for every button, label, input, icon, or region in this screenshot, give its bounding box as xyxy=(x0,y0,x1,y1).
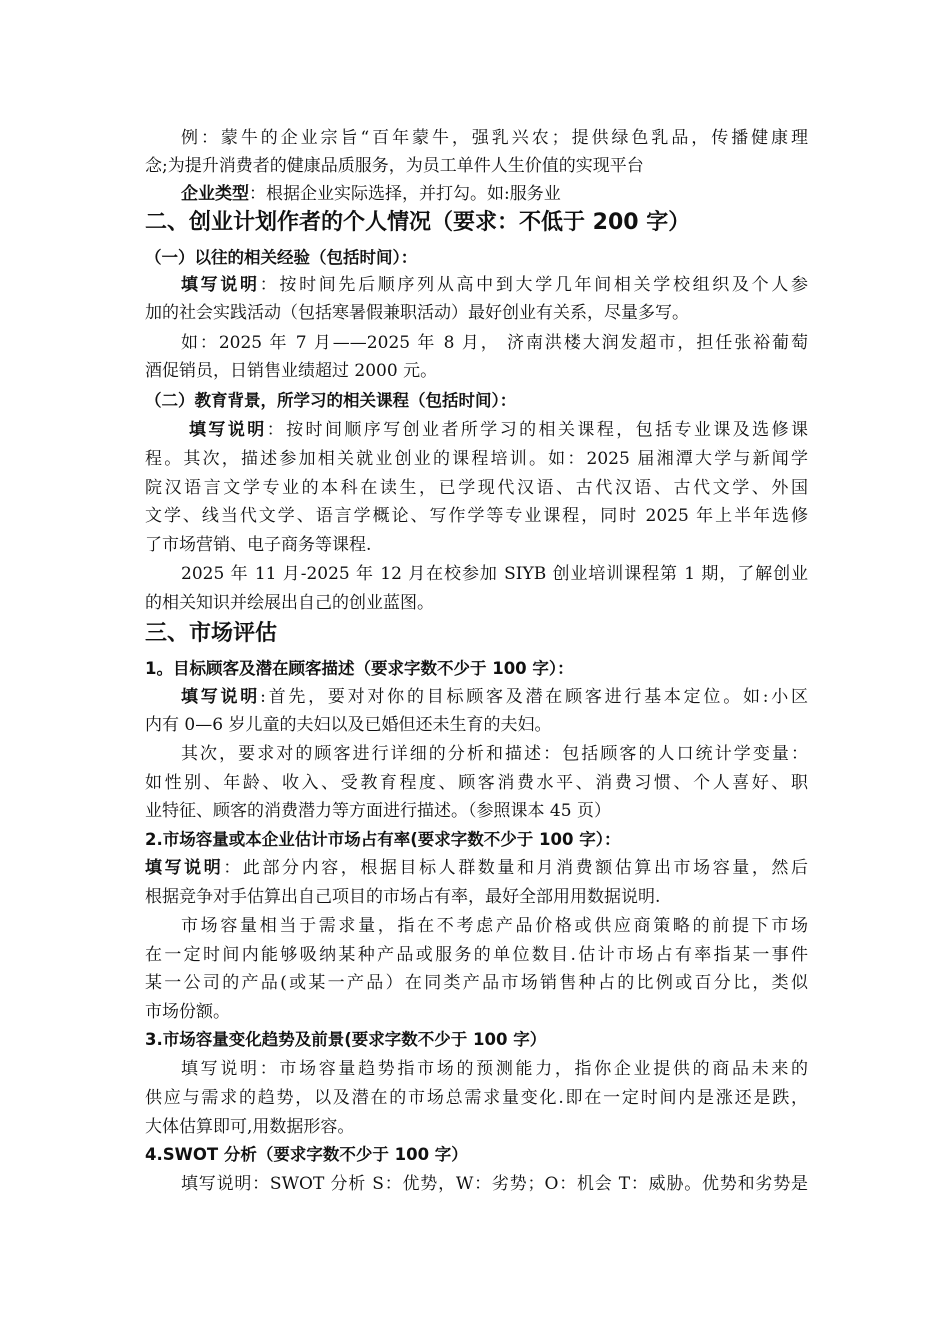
example-line-2: 念;为提升消费者的健康品质服务，为员工单件人生价值的实现平台 xyxy=(145,156,644,176)
question-1-line-4: 如性别、年龄、收入、受教育程度、顾客消费水平、消费习惯、个人喜好、职 xyxy=(145,773,808,793)
question-1-heading: 1。目标顾客及潜在顾客描述（要求字数不少于 100 字）： xyxy=(145,659,574,678)
fill-instructions-label: 填写说明 xyxy=(181,687,261,707)
education-line-1: 填写说明：按时间顺序写创业者所学习的相关课程，包括专业课及选修课 xyxy=(189,420,809,440)
question-1-line-1: 填写说明:首先，要对对你的目标顾客及潜在顾客进行基本定位。如:小区 xyxy=(181,687,808,707)
question-1-line-5: 业特征、顾客的消费潜力等方面进行描述。（参照课本 45 页） xyxy=(145,801,611,821)
section-2-heading: 二、创业计划作者的个人情况（要求：不低于 200 字） xyxy=(145,210,691,235)
experience-line-2: 加的社会实践活动（包括寒暑假兼职活动）最好创业有关系，尽量多写。 xyxy=(145,303,689,323)
question-3-line-2: 供应与需求的趋势，以及潜在的市场总需求量变化.即在一定时间内是涨还是跌， xyxy=(145,1088,808,1108)
question-1-line-3: 其次，要求对的顾客进行详细的分析和描述：包括顾客的人口统计学变量： xyxy=(181,744,808,764)
question-2-line-1: 填写说明：此部分内容，根据目标人群数量和月消费额估算出市场容量，然后 xyxy=(145,858,809,878)
subsection-1-heading: （一）以往的相关经验（包括时间）： xyxy=(145,248,418,267)
question-4-line-1: 填写说明：SWOT 分析 S：优势，W：劣势；O：机会 T：威胁。优势和劣势是 xyxy=(181,1174,808,1194)
education-line-2: 程。其次，描述参加相关就业创业的课程培训。如：2025 届湘潭大学与新闻学 xyxy=(145,449,808,469)
question-2-line-4: 在一定时间内能够吸纳某种产品或服务的单位数目.估计市场占有率指某一事件 xyxy=(145,945,808,965)
question-3-heading: 3.市场容量变化趋势及前景(要求字数不少于 100 字） xyxy=(145,1030,547,1049)
enterprise-type-text: ：根据企业实际选择，并打勾。如:服务业 xyxy=(249,184,561,204)
question-2-line-5: 某一公司的产品(或某一产品）在同类产品市场销售种占的比例或百分比，类似 xyxy=(145,973,808,993)
fill-instructions-label: 填写说明 xyxy=(145,858,224,878)
example-line-1: 例：蒙牛的企业宗旨“百年蒙牛，强乳兴农；提供绿色乳品，传播健康理 xyxy=(181,128,808,148)
question-3-line-3: 大体估算即可,用数据形容。 xyxy=(145,1117,355,1137)
fill-instructions-label: 填写说明 xyxy=(189,420,267,440)
enterprise-type-line xyxy=(181,181,808,207)
siyb-line-1: 2025 年 11 月-2025 年 12 月在校参加 SIYB 创业培训课程第 1 期，了解创业 xyxy=(181,564,808,584)
education-line-5: 了市场营销、电子商务等课程. xyxy=(145,535,372,555)
enterprise-type-label: 企业类型 xyxy=(181,184,249,204)
question-2-line-3: 市场容量相当于需求量，指在不考虑产品价格或供应商策略的前提下市场 xyxy=(181,916,808,936)
question-2-heading: 2.市场容量或本企业估计市场占有率(要求字数不少于 100 字）： xyxy=(145,830,621,849)
question-2-line-6: 市场份额。 xyxy=(145,1002,230,1022)
fill-instructions-label: 填写说明 xyxy=(181,275,260,295)
siyb-line-2: 的相关知识并绘展出自己的创业蓝图。 xyxy=(145,593,434,613)
question-1-line-2: 内有 0—6 岁儿童的夫妇以及已婚但还未生育的夫妇。 xyxy=(145,715,552,735)
education-line-3: 院汉语言文学专业的本科在读生，已学现代汉语、古代汉语、古代文学、外国 xyxy=(145,478,808,498)
question-3-line-1: 填写说明：市场容量趋势指市场的预测能力，指你企业提供的商品未来的 xyxy=(181,1059,808,1079)
subsection-2-heading: （二）教育背景，所学习的相关课程（包括时间）： xyxy=(145,391,517,410)
experience-example-2: 酒促销员，日销售业绩超过 2000 元。 xyxy=(145,361,438,381)
section-3-heading: 三、市场评估 xyxy=(145,621,278,646)
experience-line-1: 填写说明：按时间先后顺序列从高中到大学几年间相关学校组织及个人参 xyxy=(181,275,809,295)
education-line-4: 文学、线当代文学、语言学概论、写作学等专业课程，同时 2025 年上半年选修 xyxy=(145,506,808,526)
question-4-heading: 4.SWOT 分析（要求字数不少于 100 字） xyxy=(145,1145,468,1164)
question-2-line-2: 根据竞争对手估算出自己项目的市场占有率，最好全部用用数据说明. xyxy=(145,887,661,907)
experience-example-1: 如：2025 年 7 月——2025 年 8 月， 济南洪楼大润发超市，担任张裕葡萄 xyxy=(181,333,808,353)
